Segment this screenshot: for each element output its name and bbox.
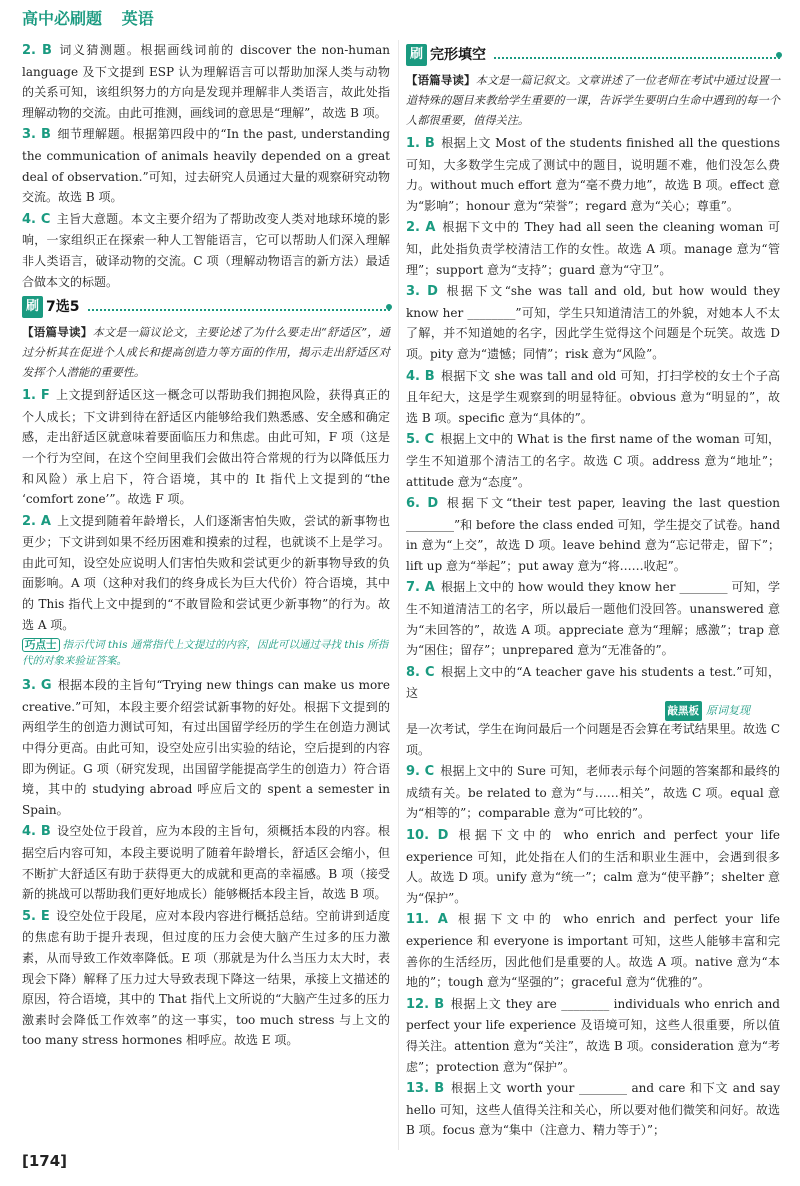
blackboard-note: 敲黑板 原词复现 (406, 703, 750, 719)
brush-badge-icon: 刷 (22, 296, 43, 319)
dotted-divider (88, 307, 391, 311)
column-divider (398, 40, 399, 1150)
answer-item: 1. F 上文提到舒适区这一概念可以帮助我们拥抱风险，获得真正的个人成长；下文讲到待在舒适区内能够给我们熟悉感、安全感和确定感，走出舒适区就意味着要面临压力和焦虑。由此可知，F 项（这是一个行为空间，在这个空间里我们会做出符合常规的行为以降低压力和风险）承上启下，符合语境，其中的 It 指代上文提到的“the ‘comfort zone’”。故选 F 项。 (22, 388, 390, 507)
answer-item: 4. B 根据下文 she was tall and old 可知，打扫学校的女士个子高且年纪大，这是学生观察到的明显特征。obvious 意为“明显的”，故选 B 项。specific 意为“具体的”。 (406, 368, 780, 425)
answer-item: 7. A 根据上文中的 how would they know her ________ 可知，学生不知道清洁工的名字，所以最后一题他们没回答。unanswered 意为“未回答的”，故选 A 项。appreciate 意为“理解；感激”；trap 意为“困住；留存”；unprepared 意为“无准备的”。 (406, 580, 781, 658)
answer-item: 2. A 根据下文中的 They had all seen the cleaning woman 可知，此处指负责学校清洁工作的女性。故选 A 项。manage 意为“管理”；support 意为“支持”；guard 意为“守卫”。 (406, 220, 780, 277)
section-title: 7选5 (46, 298, 80, 315)
answer-item: 9. C 根据上文中的 Sure 可知，老师表示每个问题的答案都和最终的成绩有关。be related to 意为“与……相关”，故选 C 项。equal 意为“相等的”；comparable 意为“可比较的”。 (406, 764, 780, 821)
page-header (22, 6, 422, 36)
tip-icon: 巧点士 (22, 638, 60, 652)
answer-item-continued: 是一次考试，学生在询问最后一个问题是否会算在考试结果里。故选 C 项。 (406, 722, 780, 757)
answer-item: 4. B 设空处位于段首，应为本段的主旨句，须概括本段的内容。根据空后内容可知，本段主要说明了随着年龄增长，舒适区会缩小，但不断扩大舒适区有助于获得更大的成就和更高的幸福感。B 项（接受新的挑战可以帮助我们更好地成长）能够概括本段主旨，故选 B 项。 (22, 824, 390, 902)
passage-guide: 【语篇导读】本文是一篇议论文，主要论述了为什么要走出“舒适区”，通过分析其在促进个人成长和提高创造力等方面的作用，揭示走出舒适区对发挥个人潜能的重要性。 (22, 325, 390, 380)
left-column (22, 40, 390, 1052)
answer-item: 10. D 根据下文中的 who enrich and perfect your life experience 可知，此处指在人们的生活和职业生涯中，会遇到很多人。故选 D 项。unify 意为“统一”；calm 意为“使平静”；shelter 意为“保护”。 (406, 828, 780, 905)
answer-item: 12. B 根据上文 they are ________ individuals who enrich and perfect your life experience 及语境可知，这些人很重要，所以值得关注。attention 意为“关注”，故选 B 项。consideration 意为“考虑”；protection 意为“保护”。 (406, 996, 780, 1074)
section-title: 完形填空 (430, 46, 487, 63)
dotted-divider (494, 55, 780, 59)
passage-guide: 【语篇导读】本文是一篇记叙文。文章讲述了一位老师在考试中通过设置一道特殊的题目来教给学生重要的一课，告诉学生要明白生命中遇到的每一个人都很重要，值得关注。 (406, 73, 781, 127)
blackboard-icon: 敲黑板 (665, 701, 703, 722)
page-number: [174] (22, 1152, 68, 1170)
subject-title: 英语 (121, 9, 154, 28)
section-header-cloze (406, 44, 780, 66)
brush-badge-icon: 刷 (406, 44, 427, 67)
answer-item: 13. B 根据上文 worth your ________ and care 和下文 and say hello 可知，这些人值得关注和关心，所以要对他们微笑和问好。故选 B 项。focus 意为“集中（注意力、精力等于）”； (406, 1081, 780, 1138)
answer-item: 1. B 根据上文 Most of the students finished all the questions 可知，大多数学生完成了测试中的题目，说明题不难，他们没怎么费力。without much effort 意为“毫不费力地”，故选 B 项。effect 意为“影响”；honour 意为“荣誉”；regard 意为“关心；尊重”。 (406, 136, 780, 213)
tip-note: 巧点士 指示代词 this 通常指代上文提过的内容，因此可以通过寻找 this 所指代的对象来验证答案。 (22, 639, 389, 668)
answer-item: 4. C 主旨大意题。本文主要介绍为了帮助改变人类对地球环境的影响，一家组织正在探索一种人工智能语言，它可以帮助人们深入理解非人类语言，破译动物的交流。C 项（理解动物语言的新方法）最适合做本文的标题。 (22, 211, 390, 289)
answer-item: 11. A 根据下文中的 who enrich and perfect your life experience 和 everyone is important 可知，这些人能够丰富和完善你的生活经历，因此他们是重要的人。故选 A 项。native 意为“本地的”；tough 意为“坚强的”；graceful 意为“优雅的”。 (406, 912, 781, 990)
answer-item: 5. C 根据上文中的 What is the first name of the woman 可知，学生不知道那个清洁工的名字。故选 C 项。address 意为“地址”；attitude 意为“态度”。 (406, 432, 780, 489)
book-title: 高中必刷题 (22, 9, 103, 28)
answer-item: 3. D 根据下文“she was tall and old, but how would they know her ________”可知，学生只知道清洁工的外貌，对她本人不太了解，并不知道她的名字，因此学生觉得这个问题是个玩笑。故选 D 项。pity 意为“遗憾；同情”；risk 意为“风险”。 (406, 284, 780, 361)
answer-item: 3. B 细节理解题。根据第四段中的“In the past, understanding the communication of animals heavily depended on a great deal of observation.”可知，过去研究人员通过大量的观察研究动物交流。故选 B 项。 (22, 127, 390, 205)
answer-item: 8. C 根据上文中的“A teacher gave his students a test.”可知，这 (406, 664, 780, 701)
answer-item: 2. A 上文提到随着年龄增长，人们逐渐害怕失败，尝试的新事物也更少；下文讲到如果不经历困难和摸索的过程，也就谈不上是学习。由此可知，设空处应说明人们害怕失败和尝试更少的新事物导致的负面影响。A 项（这种对我们的终身成长为巨大代价）符合语境，其中的 This 指代上文中提到的“不敢冒险和尝试更少新事物”的行为。故选 A 项。 (22, 513, 390, 632)
answer-item: 6. D 根据下文“their test paper, leaving the last question ________”和 before the class ended 可知，学生提交了试卷。hand in 意为“上交”，故选 D 项。leave behind 意为“忘记带走，留下”；lift up 意为“举起”；put away 意为“将……收起”。 (406, 496, 780, 573)
section-header-seven-five (22, 296, 390, 318)
answer-item: 2. B 词义猜测题。根据画线词前的 discover the non-human language 及下文提到 ESP 认为理解语言可以帮助加深人类与动物的关系可知，该组织努力的方向是发现并理解非人类语言，故此处指理解动物的交流。由此可推测，画线词的意思是“理解”，故选 B 项。 (22, 43, 391, 120)
answer-item: 3. G 根据本段的主旨句“Trying new things can make us more creative.”可知，本段主要介绍尝试新事物的好处。根据下文提到的两组学生的创造力测试可知，有过出国留学经历的学生在创造力测试中得分更高。由此可知，设空处应引出实验的结论，空后提到的内容即为例证。G 项（研究发现，出国留学能提高学生的创造力）符合语境，其中的 studying abroad 呼应后文的 spent a semester in Spain。 (22, 678, 391, 817)
answer-item: 5. E 设空处位于段尾，应对本段内容进行概括总结。空前讲到适度的焦虑有助于提升表现，但过度的压力会使大脑产生过多的压力激素，从而导致工作效率降低。E 项（那就是为什么当压力太大时，表现会下降）解释了压力过大导致表现下降这一结果，承接上文描述的原因，符合语境，其中的 That 指代上文所说的“大脑产生过多的压力激素时会降低工作效率”的这一事实，too much stress 与上文的 too many stress hormones 相呼应。故选 E 项。 (22, 908, 390, 1048)
right-column (406, 40, 780, 1142)
